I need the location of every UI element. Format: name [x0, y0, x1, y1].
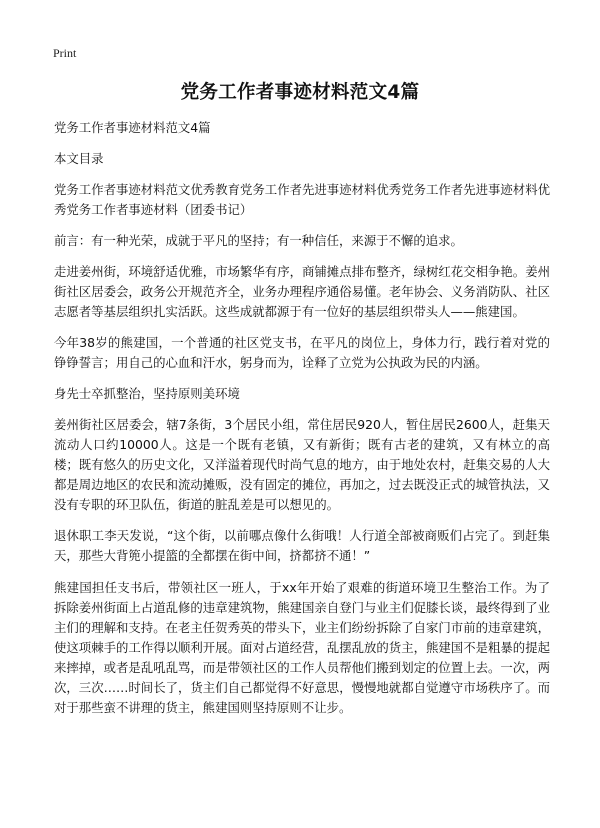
preface-paragraph: 前言：有一种光荣，成就于平凡的坚持；有一种信任，来源于不懈的追求。: [54, 233, 463, 248]
print-link[interactable]: Print: [53, 46, 77, 60]
quote-paragraph: 退休职工李天发说，“这个街，以前哪点像什么街哦！人行道全部被商贩们占完了。到赶集天，那些大背篼小提篮的全都摆在街中间，挤都挤不通！”: [54, 528, 550, 563]
body-paragraph: 姜州街社区居委会，辖7条街，3个居民小组，常住居民920人，暂住居民2600人，赶集天流动人口约10000人。这是一个既有老镇，又有新街；既有古老的建筑，又有林立的高楼；既有悠久的历史文化，又洋溢着现代时尚气息的地方，由于地处农村，赶集交易的人大都是周边地区的农民和流动摊贩，没有固定的摊位，再加之，过去既没正式的城管执法，又没有专职的环卫队伍，街道的脏乱差是可以想见的。: [54, 417, 550, 512]
table-of-contents-heading: 本文目录: [54, 151, 104, 166]
article-subtitle: 党务工作者事迹材料范文4篇: [54, 120, 211, 135]
body-paragraph: 今年38岁的熊建国，一个普通的社区党支书，在平凡的岗位上，身体力行，践行着对党的铮铮誓言；用自己的心血和汗水，躬身而为，诠释了立党为公执政为民的内涵。: [54, 335, 550, 370]
page-title: 党务工作者事迹材料范文4篇: [180, 82, 420, 103]
body-paragraph: 走进姜州街，环境舒适优雅，市场繁华有序，商铺摊点排布整齐，绿树红花交相争艳。姜州街社区居委会，政务公开规范齐全，业务办理程序通俗易懂。老年协会、义务消防队、社区志愿者等基层组织扎实活跃。这些成就都源于有一位好的基层组织带头人——熊建国。: [54, 264, 550, 319]
article-body: [54, 118, 550, 729]
table-of-contents-list: 党务工作者事迹材料范文优秀教育党务工作者先进事迹材料优秀党务工作者先进事迹材料优秀党务工作者事迹材料（团委书记）: [54, 182, 550, 217]
section-heading: 身先士卒抓整治，坚持原则美环境: [54, 386, 240, 401]
body-paragraph: 熊建国担任支书后，带领社区一班人，于xx年开始了艰难的街道环境卫生整治工作。为了拆除姜州街面上占道乱修的违章建筑物，熊建国亲自登门与业主们促膝长谈，最终得到了业主们的理解和支持。在老主任贺秀英的带头下，业主们纷纷拆除了自家门市前的违章建筑，使这项棘手的工作得以顺利开展。面对占道经营，乱摆乱放的货主，熊建国不是粗暴的提起来摔掉，或者是乱吼乱骂，而是带领社区的工作人员帮他们搬到划定的位置上去。一次，两次，三次……时间长了，货主们自己都觉得不好意思，慢慢地就都自觉遵守市场秩序了。而对于那些蛮不讲理的货主，熊建国则坚持原则不让步。: [54, 580, 550, 715]
